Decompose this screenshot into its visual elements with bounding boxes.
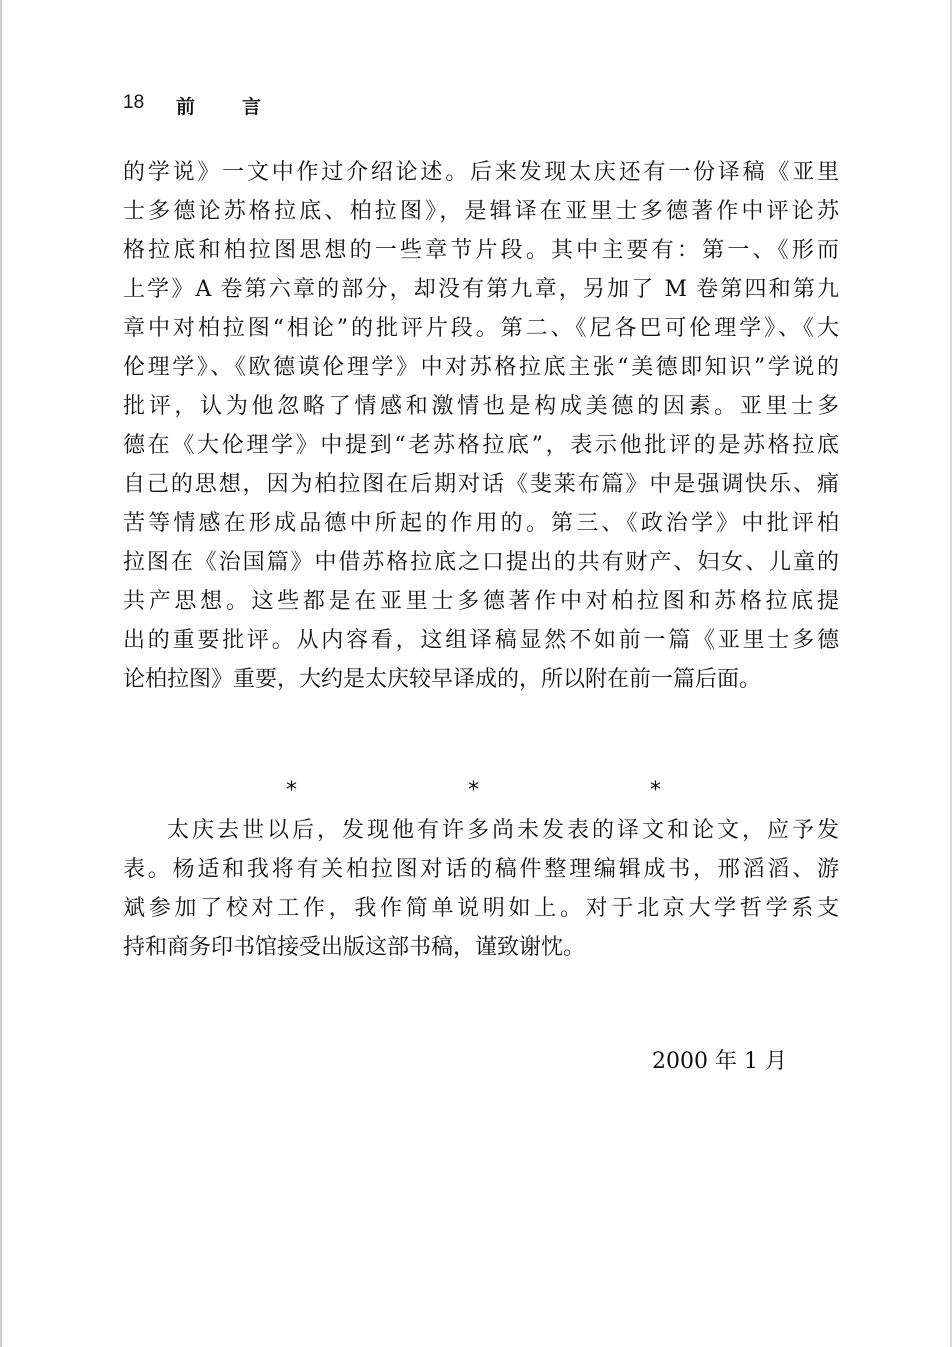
separator-asterisk: * — [286, 778, 297, 803]
page-edge-left — [0, 0, 2, 1347]
text-line: 的学说》一文中作过介绍论述。后来发现太庆还有一份译稿《亚里 — [123, 160, 839, 185]
text-line: 章中对柏拉图“相论”的批评片段。第二、《尼各巴可伦理学》、《大 — [123, 316, 839, 341]
text-line: 表。杨适和我将有关柏拉图对话的稿件整理编辑成书，邢滔滔、游 — [123, 857, 839, 882]
page-number: 18 — [123, 92, 145, 113]
text-line: 苦等情感在形成品德中所起的作用的。第三、《政治学》中批评柏 — [123, 511, 839, 536]
text-line: 持和商务印书馆接受出版这部书稿，谨致谢忱。 — [123, 935, 586, 960]
paragraph-2 — [123, 811, 839, 967]
text-line: 德在《大伦理学》中提到“老苏格拉底”，表示他批评的是苏格拉底 — [123, 433, 839, 458]
separator-asterisk: * — [650, 778, 661, 803]
text-line: 斌参加了校对工作，我作简单说明如上。对于北京大学哲学系支 — [123, 896, 839, 921]
text-line: 自己的思想，因为柏拉图在后期对话《斐莱布篇》中是强调快乐、痛 — [123, 472, 839, 497]
section-separator — [0, 778, 952, 802]
text-line: 论柏拉图》重要，大约是太庆较早译成的，所以附在前一篇后面。 — [123, 667, 762, 692]
text-line: 伦理学》、《欧德谟伦理学》中对苏格拉底主张“美德即知识”学说的 — [123, 355, 839, 380]
text-line: 出的重要批评。从内容看，这组译稿显然不如前一篇《亚里士多德 — [123, 628, 839, 653]
text-line: 士多德论苏格拉底、柏拉图》，是辑译在亚里士多德著作中评论苏 — [123, 199, 839, 224]
section-title: 前言 — [176, 96, 309, 118]
text-line: 共产思想。这些都是在亚里士多德著作中对柏拉图和苏格拉底提 — [123, 589, 839, 614]
paragraph-1 — [123, 153, 839, 699]
date-signature: 2000 年 1 月 — [652, 1049, 787, 1074]
separator-asterisk: * — [468, 778, 479, 803]
text-line: 太庆去世以后，发现他有许多尚未发表的译文和论文，应予发 — [167, 818, 839, 843]
text-line: 批评，认为他忽略了情感和激情也是构成美德的因素。亚里士多 — [123, 394, 839, 419]
text-line: 格拉底和柏拉图思想的一些章节片段。其中主要有：第一、《形而 — [123, 238, 839, 263]
text-line: 上学》A 卷第六章的部分，却没有第九章，另加了 M 卷第四和第九 — [123, 277, 839, 302]
text-line: 拉图在《治国篇》中借苏格拉底之口提出的共有财产、妇女、儿童的 — [123, 550, 839, 575]
